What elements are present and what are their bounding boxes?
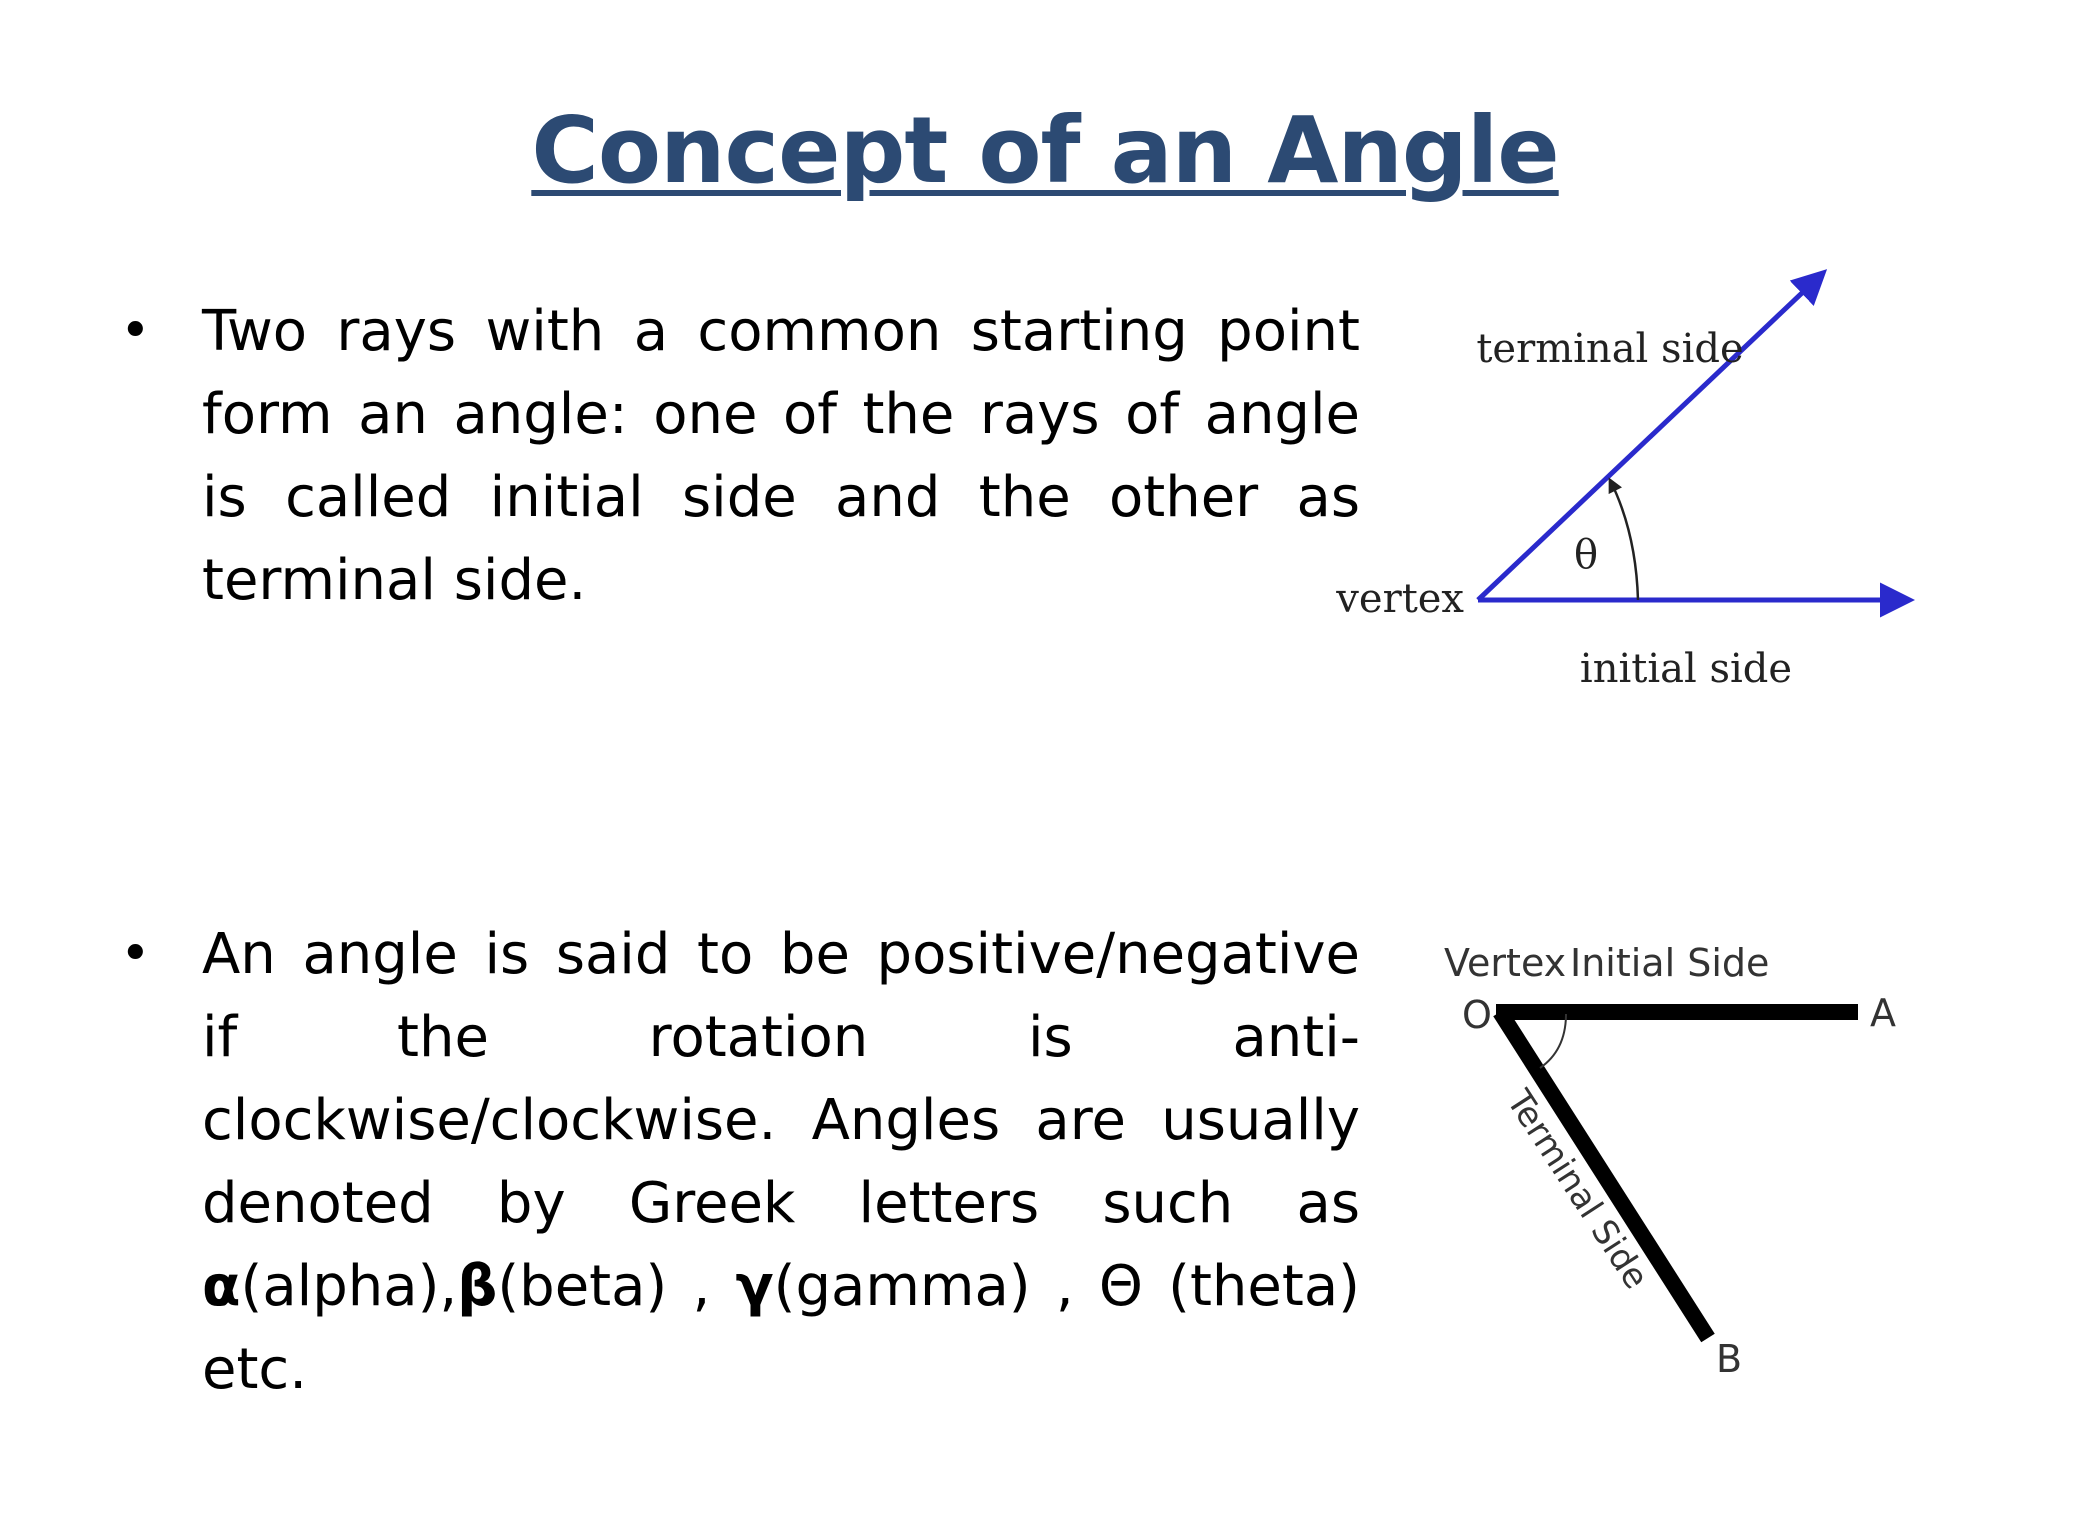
- terminal-side-ray: [1478, 274, 1822, 600]
- bullet-text-segment: (alpha),: [240, 1254, 458, 1319]
- angle-theta-label: θ: [1573, 532, 1599, 578]
- vertex-label: Vertex: [1444, 941, 1567, 985]
- point-o-label: O: [1462, 993, 1492, 1037]
- bullet-item-2: [120, 913, 1360, 1411]
- bullet-text: [202, 913, 1360, 1411]
- angle-diagram: [1336, 250, 1930, 710]
- bullet-item-1: [120, 290, 1360, 622]
- vertex-angle-diagram: [1410, 920, 1910, 1400]
- greek-alpha: α: [202, 1254, 241, 1319]
- initial-side-label: initial side: [1579, 646, 1793, 692]
- bullet-text-segment: An angle is said to be positive/negative if the rotation is anti-clockwise/clockwise. Angles are usually denoted by Greek letters such as: [202, 922, 1360, 1236]
- slide-title: Concept of an Angle: [531, 97, 1559, 204]
- initial-side-label: Initial Side: [1570, 941, 1770, 985]
- terminal-side-label: Terminal Side: [1498, 1083, 1657, 1297]
- bullet-text-segment: (gamma) , Θ (theta) etc.: [202, 1254, 1360, 1402]
- bullet-marker: •: [120, 301, 151, 361]
- point-b-label: B: [1716, 1337, 1743, 1381]
- bullet-text: Two rays with a common starting point form an angle: one of the rays of angle is called initial side and the other as terminal side.: [202, 299, 1360, 613]
- terminal-side-line: [1500, 1012, 1708, 1338]
- angle-arc-icon: [1540, 1014, 1566, 1068]
- bullet-text-segment: (beta) ,: [497, 1254, 736, 1319]
- rotation-arc-icon: [1610, 480, 1638, 600]
- greek-gamma: γ: [735, 1254, 774, 1319]
- terminal-side-label: terminal side: [1476, 326, 1744, 372]
- vertex-label: vertex: [1336, 576, 1464, 622]
- bullet-marker: •: [120, 924, 151, 984]
- point-a-label: A: [1870, 991, 1896, 1035]
- greek-beta: β: [457, 1254, 498, 1319]
